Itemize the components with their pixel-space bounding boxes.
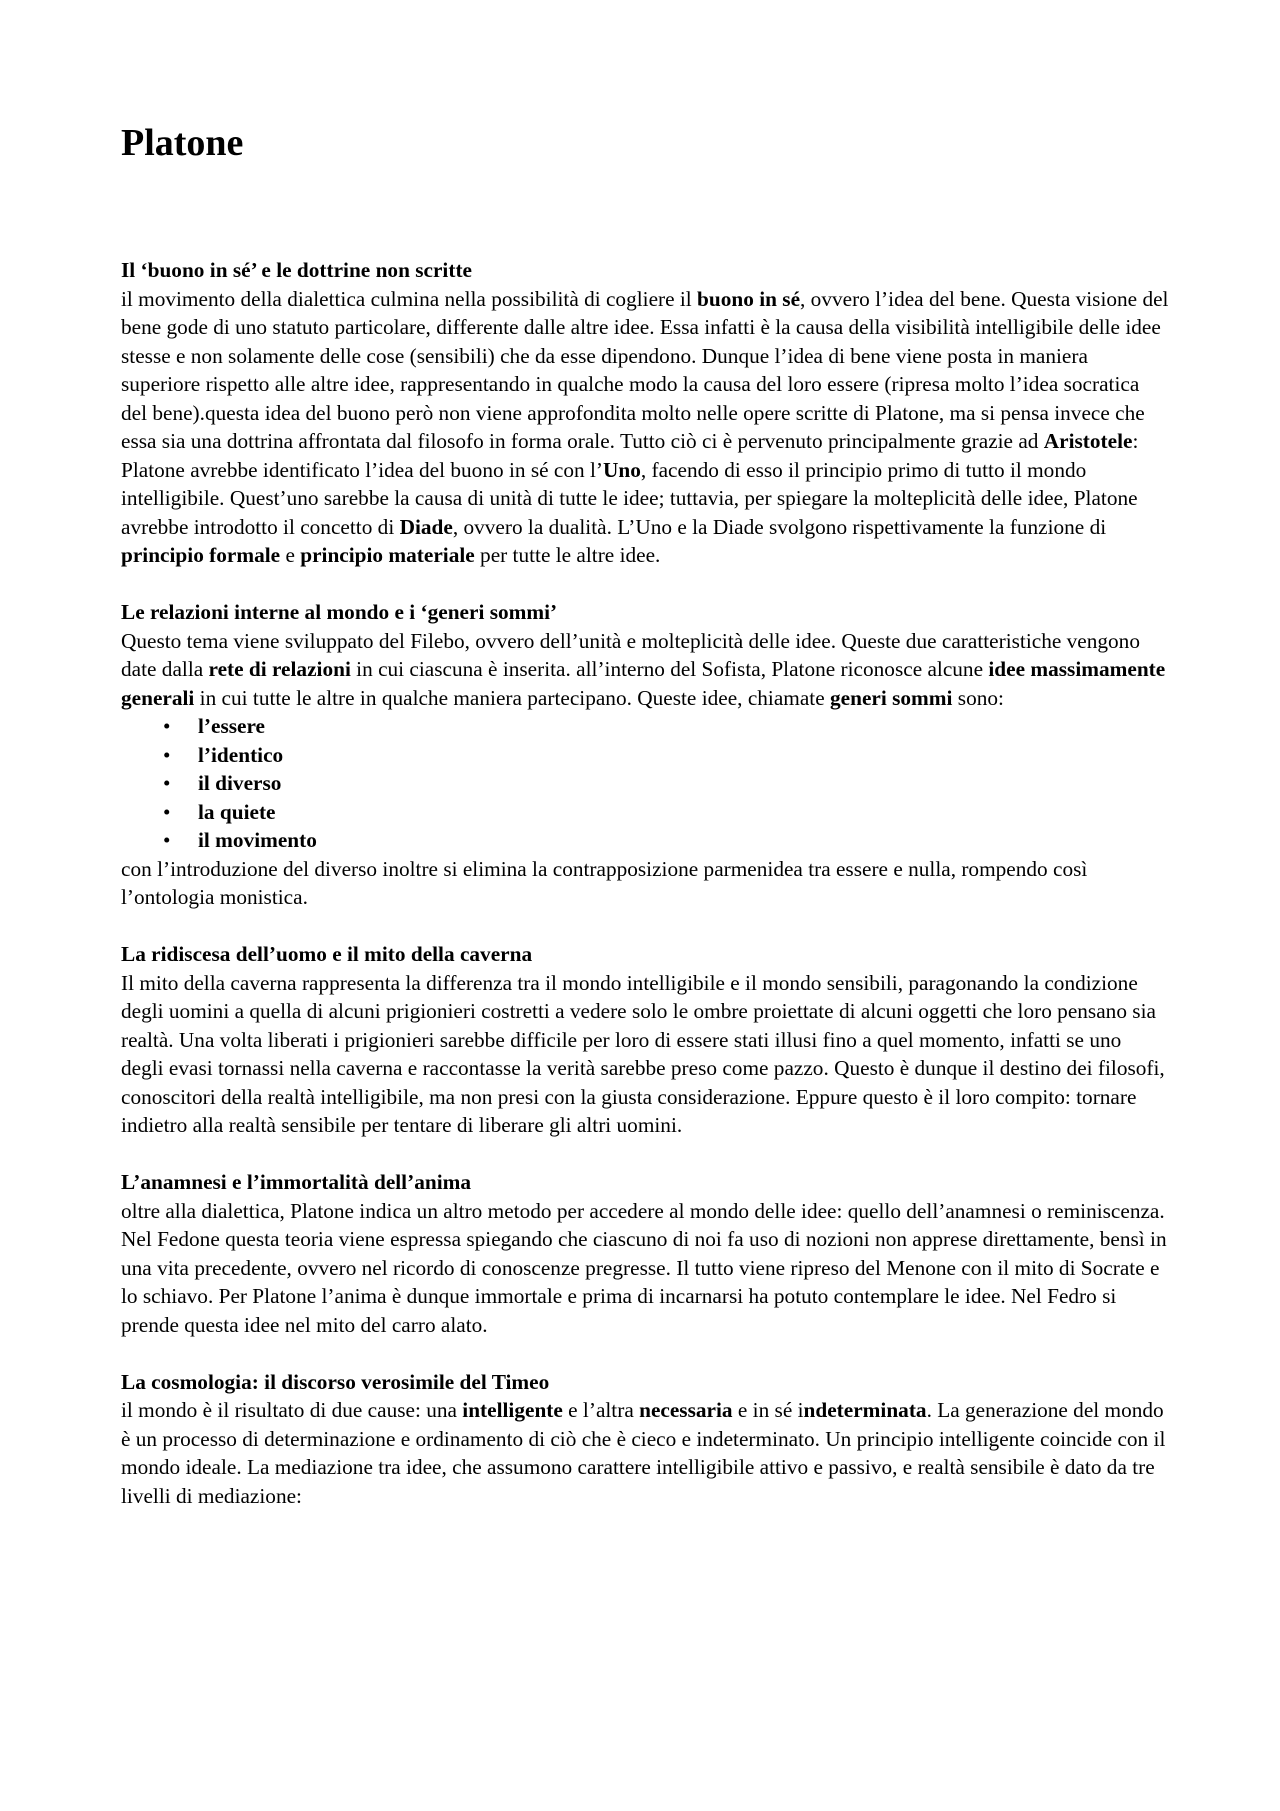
bullet-icon: • bbox=[163, 771, 171, 795]
bold-text: Aristotele bbox=[1043, 429, 1133, 453]
document-section bbox=[121, 1168, 1169, 1339]
document-section bbox=[121, 256, 1169, 570]
sections-container bbox=[121, 256, 1169, 1510]
text-run: il mondo è il risultato di due cause: una bbox=[121, 1398, 463, 1422]
bold-text: buono in sé bbox=[697, 286, 801, 311]
bullet-item bbox=[121, 769, 1169, 798]
section-paragraph bbox=[121, 855, 1169, 912]
section-paragraph bbox=[121, 1396, 1169, 1510]
text-run: , ovvero l’idea del bene. Questa visione del bene gode di uno statuto particolare, differente dalle altre idee. Essa infatti è la causa della visibilità intelligibile delle idee stesse e non solamente delle cose (sensibili) che da esse dipendono. Dunque l’idea di bene viene posta in maniera superiore rispetto alle altre idee, rappresentando in qualche modo la causa del loro essere (ripresa molto l’idea socratica del bene).questa idea del buono però non viene approfondita molto nelle opere scritte di Platone, ma si pensa invece che essa sia una dottrina affrontata dal filosofo in forma orale. Tutto ciò ci è pervenuto principalmente grazie ad bbox=[121, 286, 1169, 453]
text-run: in cui ciascuna è inserita. all’interno del Sofista, Platone riconosce alcune bbox=[350, 657, 989, 681]
bullet-icon: • bbox=[163, 742, 171, 767]
section-paragraph bbox=[121, 285, 1169, 570]
bold-text: necessaria bbox=[639, 1398, 733, 1422]
document-section bbox=[121, 940, 1169, 1140]
text-run: e in sé i bbox=[732, 1398, 804, 1422]
section-paragraph bbox=[121, 969, 1169, 1140]
bold-text: principio formale bbox=[121, 543, 281, 567]
bullet-text: il diverso bbox=[198, 771, 282, 795]
text-run: e bbox=[280, 543, 301, 567]
bold-text: principio materiale bbox=[300, 543, 475, 567]
text-run: con l’introduzione del diverso inoltre si elimina la contrapposizione parmenidea tra essere e nulla, rompendo così l’ontologia monistica. bbox=[121, 856, 1088, 909]
text-run: e l’altra bbox=[562, 1398, 640, 1422]
text-run: sono: bbox=[952, 685, 1004, 710]
bullet-item bbox=[121, 712, 1169, 741]
bold-text: idee massimamente generali bbox=[121, 657, 1166, 710]
section-paragraph bbox=[121, 627, 1169, 713]
document-title: Platone bbox=[121, 122, 244, 164]
bold-text: rete di relazioni bbox=[208, 657, 351, 681]
text-run: per tutte le altre idee. bbox=[474, 543, 661, 567]
section-heading: Le relazioni interne al mondo e i ‘generi sommi’ bbox=[121, 600, 558, 624]
section-heading: Il ‘buono in sé’ e le dottrine non scritte bbox=[121, 258, 472, 282]
text-run: : Platone avrebbe identificato l’idea del buono in sé con l’ bbox=[121, 429, 1139, 482]
bullet-item bbox=[121, 798, 1169, 827]
text-run: in cui tutte le altre in qualche maniera partecipano. Queste idee, chiamate bbox=[194, 685, 831, 710]
bullet-text: il movimento bbox=[198, 828, 317, 852]
text-run: oltre alla dialettica, Platone indica un altro metodo per accedere al mondo delle idee: quello dell’anamnesi o reminiscenza. Nel Fedone questa teoria viene espressa spiegando che ciascuno di noi fa uso di nozioni non apprese direttamente, bensì in una vita precedente, ovvero nel ricordo di conoscenze pregresse. Il tutto viene ripreso del Menone con il mito di Socrate e lo schiavo. Per Platone l’anima è dunque immortale e prima di incarnarsi ha potuto contemplare le idee. Nel Fedro si prende questa idee nel mito del carro alato. bbox=[121, 1198, 1167, 1337]
bullet-text: la quiete bbox=[198, 799, 276, 824]
bullet-list bbox=[121, 712, 1169, 855]
bullet-icon: • bbox=[163, 799, 171, 824]
text-run: , ovvero la dualità. L’Uno e la Diade svolgono rispettivamente la funzione di bbox=[452, 514, 1107, 539]
bold-text: generi sommi bbox=[830, 685, 953, 710]
text-run: il movimento della dialettica culmina nella possibilità di cogliere il bbox=[121, 286, 698, 311]
text-run: Il mito della caverna rappresenta la differenza tra il mondo intelligibile e il mondo sensibili, paragonando la condizione degli uomini a quella di alcuni prigionieri costretti a vedere solo le ombre proiettate di alcuni oggetti che loro pensano sia realtà. Una volta liberati i prigionieri sarebbe difficile per loro di essere stati illusi fino a quel momento, infatti se uno degli evasi tornassi nella caverna e raccontasse la verità sarebbe preso come pazzo. Questo è dunque il destino dei filosofi, conoscitori della realtà intelligibile, ma non presi con la giusta considerazione. Eppure questo è il loro compito: tornare indietro alla realtà sensibile per tentare di liberare gli altri uomini. bbox=[121, 970, 1165, 1137]
section-heading: La ridiscesa dell’uomo e il mito della caverna bbox=[121, 942, 533, 966]
bullet-text: l’essere bbox=[198, 714, 266, 738]
bullet-item bbox=[121, 826, 1169, 855]
document-section bbox=[121, 1368, 1169, 1511]
section-heading: L’anamnesi e l’immortalità dell’anima bbox=[121, 1170, 471, 1194]
bold-text: ndeterminata bbox=[803, 1398, 927, 1422]
document-page bbox=[121, 118, 1169, 1539]
bold-text: Diade bbox=[399, 514, 453, 539]
bullet-item bbox=[121, 741, 1169, 770]
bold-text: Uno bbox=[602, 457, 641, 482]
text-run: . La generazione del mondo è un processo di determinazione e ordinamento di ciò che è cieco e indeterminato. Un principio intelligente coincide con il mondo ideale. La mediazione tra idee, che assumono carattere intelligibile attivo e passivo, e realtà sensibile è dato da tre livelli di mediazione: bbox=[121, 1398, 1166, 1508]
section-paragraph bbox=[121, 1197, 1169, 1340]
section-heading: La cosmologia: il discorso verosimile del Timeo bbox=[121, 1369, 550, 1394]
bullet-icon: • bbox=[163, 714, 171, 738]
document-section bbox=[121, 598, 1169, 912]
text-run: Questo tema viene sviluppato del Filebo, ovvero dell’unità e molteplicità delle idee. Queste due caratteristiche vengono date dalla bbox=[121, 628, 1140, 681]
bullet-icon: • bbox=[163, 828, 171, 852]
bullet-text: l’identico bbox=[198, 742, 284, 767]
bold-text: intelligente bbox=[462, 1398, 563, 1422]
text-run: , facendo di esso il principio primo di tutto il mondo intelligibile. Quest’uno sarebbe la causa di unità di tutte le idee; tuttavia, per spiegare la molteplicità delle idee, Platone avrebbe introdotto il concetto di bbox=[121, 457, 1138, 539]
